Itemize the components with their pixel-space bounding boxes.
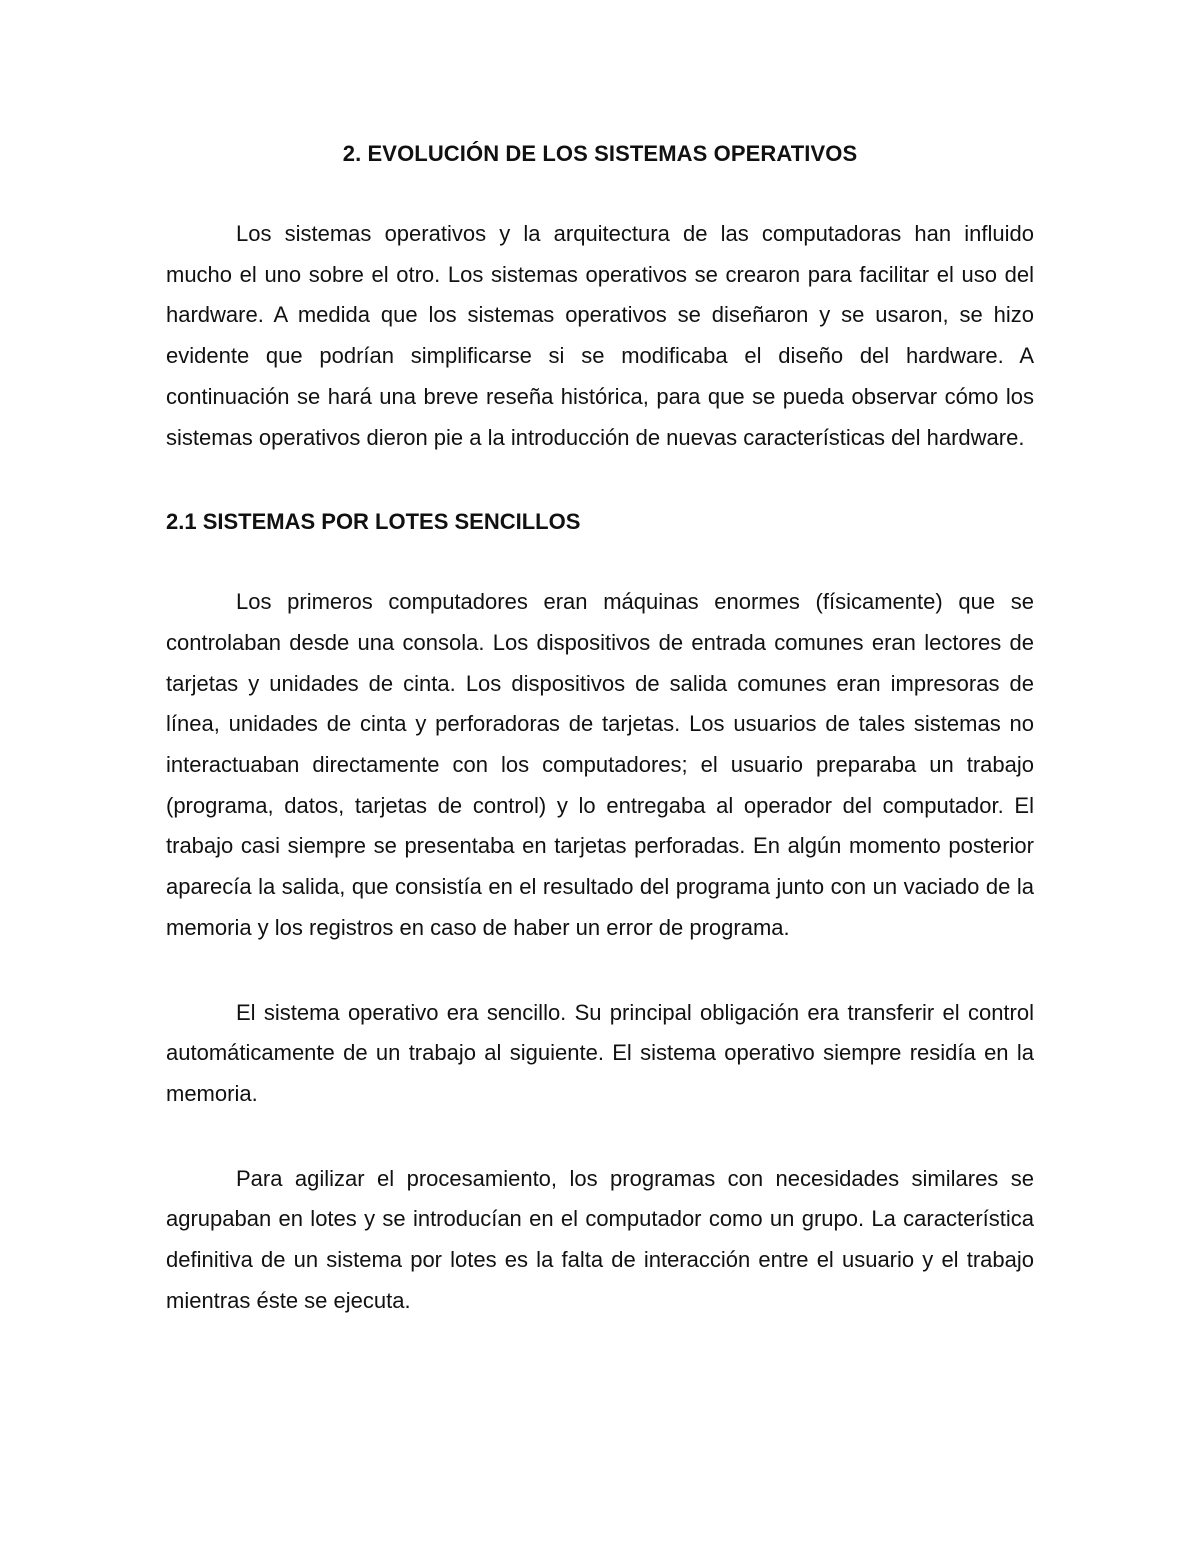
page-content	[166, 138, 1034, 1321]
spacer	[166, 538, 1034, 582]
section-title: 2.1 SISTEMAS POR LOTES SENCILLOS	[166, 509, 581, 535]
section-paragraph-2: El sistema operativo era sencillo. Su principal obligación era transferir el control automáticamente de un trabajo al siguiente. El sistema operativo siempre residía en la memoria.	[166, 999, 1034, 1106]
section-paragraph-3: Para agilizar el procesamiento, los programas con necesidades similares se agrupaban en lotes y se introducían en el computador como un grupo. La característica definitiva de un sistema por lotes es la falta de interacción entre el usuario y el trabajo mientras éste se ejecuta.	[166, 1165, 1034, 1313]
spacer	[166, 1115, 1034, 1159]
spacer	[166, 458, 1034, 506]
chapter-title: 2. EVOLUCIÓN DE LOS SISTEMAS OPERATIVOS	[342, 141, 858, 166]
spacer	[166, 949, 1034, 993]
spacer	[166, 170, 1034, 214]
section-paragraph-1: Los primeros computadores eran máquinas enormes (físicamente) que se controlaban desde una consola. Los dispositivos de entrada comunes eran lectores de tarjetas y unidades de cinta. Los dispositivos de salida comunes eran impresoras de línea, unidades de cinta y perforadoras de tarjetas. Los usuarios de tales sistemas no interactuaban directamente con los computadores; el usuario preparaba un trabajo (programa, datos, tarjetas de control) y lo entregaba al operador del computador. El trabajo casi siempre se presentaba en tarjetas perforadas. En algún momento posterior aparecía la salida, que consistía en el resultado del programa junto con un vaciado de la memoria y los registros en caso de haber un error de programa.	[166, 589, 1034, 940]
intro-paragraph: Los sistemas operativos y la arquitectura de las computadoras han influido mucho el uno sobre el otro. Los sistemas operativos se crearon para facilitar el uso del hardware. A medida que los sistemas operativos se diseñaron y se usaron, se hizo evidente que podrían simplificarse si se modificaba el diseño del hardware. A continuación se hará una breve reseña histórica, para que se pueda observar cómo los sistemas operativos dieron pie a la introducción de nuevas características del hardware.	[166, 221, 1034, 450]
